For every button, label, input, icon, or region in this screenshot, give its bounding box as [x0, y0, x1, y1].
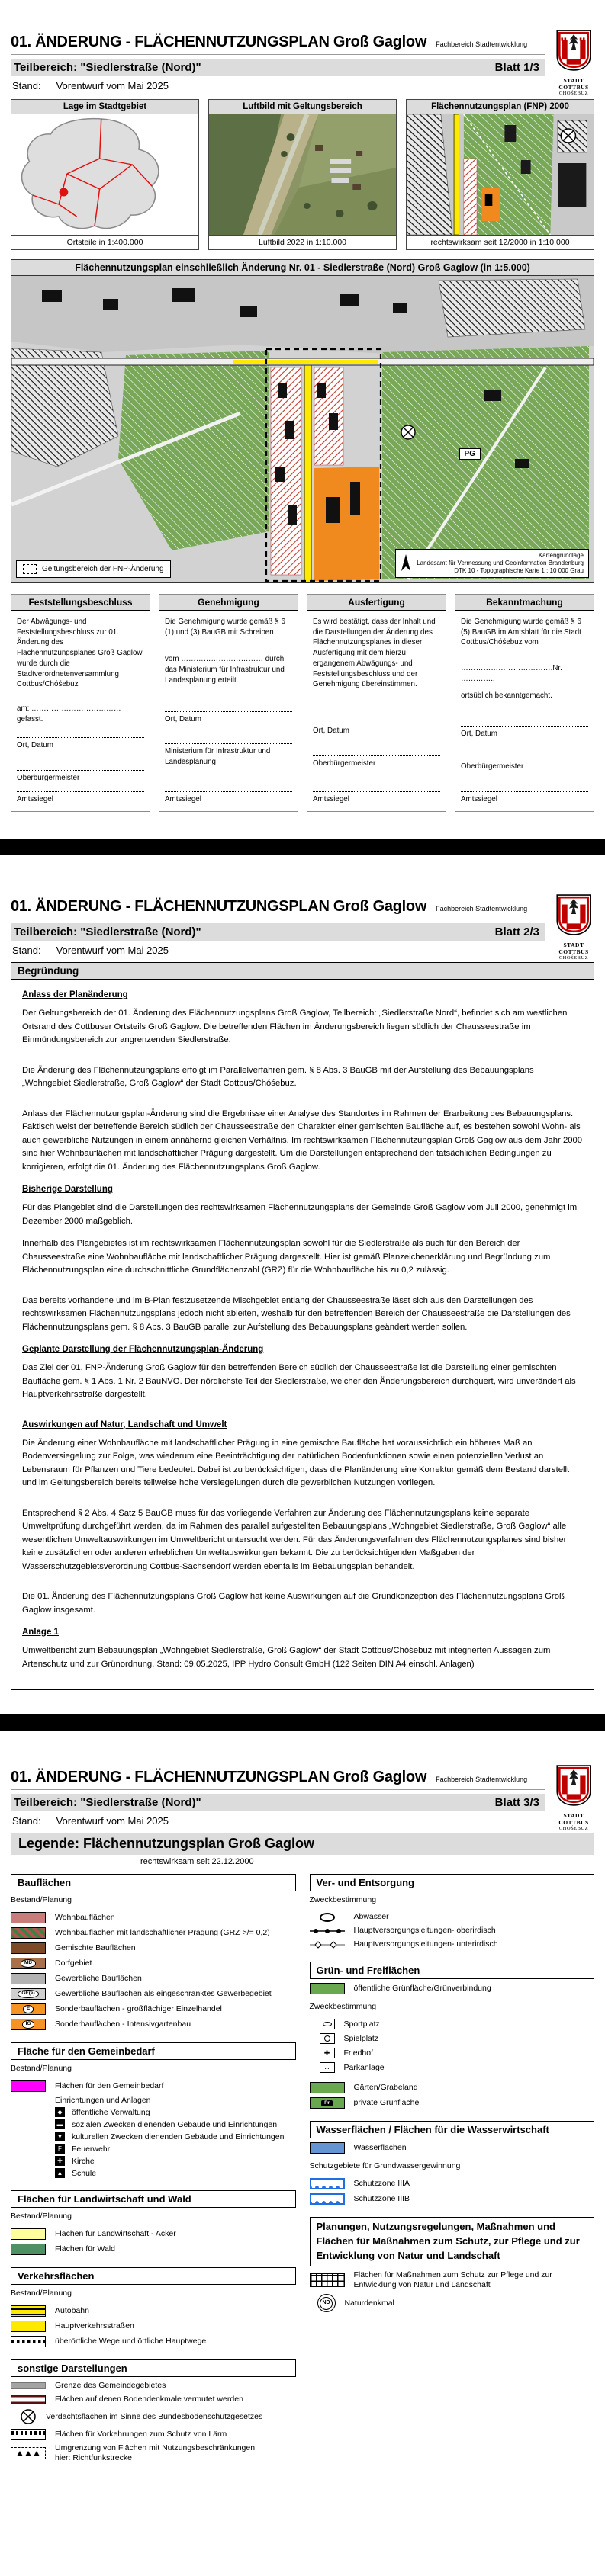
subtitle-bar — [11, 59, 545, 76]
minimap-city-location — [11, 99, 199, 250]
box-text: Die Genehmigung wurde gemäß § 6 (1) und (3) BauGB mit Schreiben — [165, 618, 285, 637]
facility-label: öffentliche Verwaltung — [72, 2107, 150, 2117]
legend-item — [11, 2443, 296, 2463]
map-label-pg: PG — [459, 448, 481, 460]
coat-of-arms-icon — [555, 893, 593, 936]
signature-line — [313, 784, 440, 792]
signature-line — [165, 704, 292, 712]
legend-item — [310, 1983, 595, 1994]
aerial-photo — [209, 114, 396, 235]
schutzgebiete-note: Schutzgebiete für Grundwassergewinnung — [309, 2161, 461, 2171]
legend-label: Schutzzone IIIA — [353, 2179, 410, 2189]
box-text: Die Genehmigung wurde gemäß § 6 (5) BauGB im Amtsblatt für die Stadt Cottbus/Chóśebuz vom — [461, 618, 581, 647]
legend-item — [11, 2019, 296, 2030]
bestand-planung-note: Bestand/Planung — [11, 2064, 72, 2073]
minimap-aerial — [208, 99, 397, 250]
main-plan-map — [11, 259, 594, 583]
legend-item — [310, 2082, 595, 2093]
legend-item — [11, 2336, 296, 2347]
legend-item — [310, 2097, 595, 2109]
signature-line — [165, 736, 292, 744]
signature-box-row — [11, 594, 594, 812]
paragraph: Umweltbericht zum Bebauungsplan „Wohngebiet Siedlerstraße, Groß Gaglow“ der Stadt Cottbus/Chóśebuz mit integrierten Aussagen zum Artenschutz und zur Grünordnung, Stand: 09.05.2025, IPP Hydro Consult GmbH (122 Seiten DIN A4 einschl. Anlagen) — [22, 1646, 551, 1669]
kultur-icon: ▼ — [55, 2132, 65, 2141]
legend-label: Flächen für Landwirtschaft - Acker — [55, 2228, 176, 2238]
legend-item — [310, 2048, 595, 2058]
sig-label: Oberbürgermeister — [461, 762, 524, 771]
box-title: Bekanntmachung — [455, 595, 594, 611]
legend-label: Wasserflächen — [353, 2143, 407, 2153]
stand-row — [11, 1811, 545, 1831]
sig-label: Amtssiegel — [165, 795, 201, 804]
begruendung-band: Begründung — [11, 962, 594, 980]
legend-item — [11, 1958, 296, 1969]
crest-city-name-sorbian: CHOŚEBUZ — [558, 1826, 589, 1831]
signature-line — [461, 752, 588, 759]
legend-label: Sonderbauflächen - großflächiger Einzelhandel — [55, 2003, 222, 2013]
stand-row — [11, 941, 545, 961]
abwasser-icon — [320, 1913, 335, 1922]
legend-title: Legende: Flächennutzungsplan Groß Gaglow — [11, 1833, 594, 1855]
box-body — [11, 611, 150, 811]
paragraph: Anlass der Flächennutzungsplan-Änderung sind die Ergebnisse einer Analyse des Standortes im Rahmen der Erarbeitung des Bebauungsplans. Faktisch weist der betreffende Bereich südlich der Chausseestraße den Charakter einer gemischten Baufläche auf, es bestehen sowohl Wohn- als auch gewerbliche Nutzungen in einem annähernd gleichen Verhältnis. Im rechtswirksamen Flächennutzungsplan Groß Gaglow aus dem Jahr 2000 sind hier Wohnbauflächen mit landschaftlicher Prägung dargestellt. Um die Darstellungen entsprechend den tatsächlichen Bedingungen zu korrigieren, erfolgt die 01. Änderung des Flächennutzungsplans Groß Gaglow. — [22, 1108, 583, 1172]
plan-map-graphic — [11, 276, 594, 582]
legend-item — [11, 2429, 296, 2440]
signature-line — [17, 730, 144, 738]
minimap-caption: rechtswirksam seit 12/2000 in 1:10.000 — [407, 235, 594, 249]
swatch-wasserflaechen — [310, 2142, 345, 2154]
legend-label: Schutzzone IIIB — [353, 2194, 410, 2204]
signature-line — [461, 719, 588, 727]
page3-header — [0, 1731, 605, 1831]
signature-line — [17, 784, 144, 792]
legend-label: Gewerbliche Bauflächen als eingeschränktes Gewerbegebiet — [55, 1988, 272, 1998]
legend-label: Flächen für Maßnahmen zum Schutz zur Pflege und zur Entwicklung von Natur und Landschaft — [353, 2270, 552, 2290]
facility-label: Feuerwehr — [72, 2144, 111, 2154]
legend-label: Flächen für Wald — [55, 2244, 115, 2254]
crest-city-name: STADT COTTBUS — [558, 942, 589, 955]
legend-label: Gewerbliche Bauflächen — [55, 1973, 142, 1983]
city-crest — [550, 1764, 597, 1831]
legend-item — [310, 2178, 595, 2189]
ig-badge: IG — [22, 2020, 35, 2029]
minimap-row — [11, 99, 594, 250]
section-gemeinbedarf: Fläche für den Gemeinbedarf — [11, 2042, 296, 2060]
pr-badge: Pr — [321, 2100, 333, 2107]
section-ver-entsorgung: Ver- und Entsorgung — [310, 1874, 595, 1891]
section-wasserflaechen: Wasserflächen / Flächen für die Wasserwirtschaft — [310, 2121, 595, 2138]
legend-label: überörtliche Wege und örtliche Hauptwege — [55, 2336, 207, 2346]
verwaltung-icon: ◆ — [55, 2107, 65, 2117]
legend-item — [310, 2033, 595, 2044]
box-title: Ausfertigung — [307, 595, 446, 611]
legend-item — [11, 2395, 296, 2404]
document-title: 01. ÄNDERUNG - FLÄCHENNUTZUNGSPLAN Groß Gaglow — [11, 898, 427, 915]
subtitle-bar — [11, 1794, 545, 1811]
page2-header — [0, 855, 605, 961]
legend-item — [310, 2270, 595, 2290]
legend-label: Dorfgebiet — [55, 1958, 92, 1968]
massnahmen-icon — [310, 2273, 345, 2287]
coat-of-arms-icon — [555, 29, 593, 72]
sig-label: Ort, Datum — [165, 714, 201, 723]
box-feststellungsbeschluss — [11, 594, 150, 812]
boundary-dash-icon — [23, 564, 37, 574]
minimap-title: Luftbild mit Geltungsbereich — [209, 100, 396, 114]
map-attribution-chip — [395, 549, 589, 578]
subtitle-bar — [11, 923, 545, 941]
swatch-landwirtschaft-acker — [11, 2228, 46, 2240]
box-fill-line: am: ………………………………gefasst. — [17, 704, 121, 723]
sheet-number: Blatt 3/3 — [494, 1796, 539, 1809]
stand-value: Vorentwurf vom Mai 2025 — [56, 945, 169, 956]
swatch-sonderbau-einzelhandel — [11, 2003, 46, 2015]
sig-label: Ort, Datum — [461, 730, 497, 739]
schutzzone-iiib-icon — [310, 2193, 345, 2205]
paragraph: Innerhalb des Plangebietes ist im rechtswirksamen Flächennutzungsplan sowohl für die Siedlerstraße als auch für den Bereich der Chausseestraße eine Wohnbaufläche mit landschaftlicher Prägung dargestellt. Hier ist gemäß Planzeichenerklärung und Begründung zum Flächennutzungsplan eine durchschnittliche Grundflächenzahl (GRZ) für die Wohnbaufläche bis zu 0,2 zulässig. — [22, 1239, 551, 1275]
page-separator — [0, 839, 605, 855]
coat-of-arms-icon — [555, 1764, 593, 1807]
facility-item — [55, 2144, 296, 2154]
north-arrow-icon — [401, 554, 411, 573]
verdachtsflaeche-icon — [20, 2408, 37, 2425]
page-1 — [0, 0, 605, 839]
legend-label: Spielplatz — [343, 2033, 379, 2043]
legend-label: Hauptverkehrsstraßen — [55, 2321, 134, 2331]
bestand-planung-note: Bestand/Planung — [11, 2289, 72, 2298]
legend-subtitle: rechtswirksam seit 22.12.2000 — [140, 1857, 254, 1866]
naturdenkmal-icon — [317, 2294, 336, 2312]
signature-line — [313, 716, 440, 723]
swatch-autobahn — [11, 2305, 46, 2317]
legend-item — [11, 2080, 296, 2092]
minimap-caption: Luftbild 2022 in 1:10.000 — [209, 235, 396, 249]
paragraph: Entsprechend § 2 Abs. 4 Satz 5 BauGB muss für das vorliegende Verfahren zur Änderung des Flächennutzungsplans keine separate Umweltprüfung durchgeführt werden, da im Rahmen des parallel aufgestellten Bebauungsplans „Wohngebiet Siedlerstraße, Groß Gaglow“ alle wesentlichen Umweltauswirkungen im Umweltbericht untersucht werden. Für das Änderungsverfahren des Flächennutzungsplanes sind bisher keine zusätzlichen oder anderen erheblichen Umweltauswirkungen bekannt. Die zu berücksichtigenden Maßgaben der Wasserschutzgebietsverordnung Cottbus-Sachsendorf werden ebenfalls im Bebauungsplan behandelt. — [22, 1508, 567, 1571]
sheet-number: Blatt 2/3 — [494, 925, 539, 938]
fnp-2000-map — [407, 114, 594, 235]
sportplatz-icon — [320, 2019, 335, 2029]
signature-line — [313, 749, 440, 756]
swatch-gemischte-bauflaechen — [11, 1942, 46, 1954]
paragraph: Die Änderung des Flächennutzungsplans erfolgt im Parallelverfahren gem. § 8 Abs. 3 BauGB mit der Aufstellung des Bebauungsplans „Wohngebiet Siedlerstraße, Groß Gaglow“ der Stadt Cottbus/Chóśebuz. — [22, 1065, 534, 1088]
bestand-planung-note: Bestand/Planung — [11, 2212, 72, 2221]
legend-item — [11, 2228, 296, 2240]
signature-line — [17, 763, 144, 771]
sig-label: Amtssiegel — [17, 795, 53, 804]
stand-label: Stand: — [12, 945, 41, 956]
legend-item — [310, 2019, 595, 2029]
section-gruen-freiflaechen: Grün- und Freiflächen — [310, 1962, 595, 1979]
main-map-body — [11, 276, 594, 582]
legend-item — [310, 2142, 595, 2154]
signature-line — [165, 784, 292, 792]
facility-item — [55, 2156, 296, 2166]
box-fill-line: vom …………………………… durch das Ministerium für Infrastruktur und Landesplanung erteilt. — [165, 655, 285, 685]
minimap-title: Lage im Stadtgebiet — [11, 100, 198, 114]
section-planungen: Planungen, Nutzungsregelungen, Maßnahmen und Flächen für Maßnahmen zum Schutz, zur Pflege und zur Entwicklung von Natur und Landschaft — [310, 2217, 595, 2266]
legend-label: Autobahn — [55, 2305, 89, 2315]
section-heading: Auswirkungen auf Natur, Landschaft und Umwelt — [22, 1420, 227, 1429]
legend-label: Grenze des Gemeindegebietes — [55, 2381, 166, 2390]
city-districts-map — [11, 114, 198, 235]
legend-item — [11, 2321, 296, 2332]
box-body — [159, 611, 298, 811]
box-fill-line: ……………………………….Nr. ………….. — [461, 664, 562, 683]
signature-line — [461, 784, 588, 792]
legend-item — [310, 1912, 595, 1922]
swatch-gaerten-grabeland — [310, 2082, 345, 2093]
legend-label: Friedhof — [343, 2048, 374, 2058]
legend-item — [310, 1939, 595, 1949]
box-bekanntmachung — [455, 594, 594, 812]
legend-item — [11, 1988, 296, 2000]
legend-item — [11, 2408, 296, 2425]
swatch-wege — [11, 2336, 46, 2347]
legend-label: Hauptversorgungsleitungen- oberirdisch — [353, 1926, 496, 1936]
legend-item — [11, 1973, 296, 1984]
leitung-unterirdisch-icon — [310, 1941, 345, 1949]
box-title: Feststellungsbeschluss — [11, 595, 150, 611]
swatch-gruenflaeche — [310, 1983, 345, 1994]
kirche-icon: ✚ — [55, 2156, 65, 2166]
crest-city-name: STADT COTTBUS — [558, 1812, 589, 1826]
legend-label: Flächen für den Gemeinbedarf — [55, 2080, 164, 2090]
legend-label: private Grünfläche — [353, 2098, 420, 2108]
document-title: 01. ÄNDERUNG - FLÄCHENNUTZUNGSPLAN Groß Gaglow — [11, 1769, 427, 1785]
map-legend-chip — [16, 560, 171, 578]
begruendung-text — [11, 980, 594, 1690]
legend-label-line2: hier: Richtfunkstrecke — [55, 2453, 132, 2463]
section-heading: Anlage 1 — [22, 1628, 59, 1637]
legend-label: Flächen für Vorkehrungen zum Schutz von Lärm — [55, 2429, 227, 2439]
department-label: Fachbereich Stadtentwicklung — [436, 40, 528, 48]
legend-right-column — [310, 1872, 595, 2468]
box-text: ortsüblich bekanntgemacht. — [461, 691, 552, 700]
box-text: Der Abwägungs- und Feststellungsbeschluss zur 01. Änderung des Flächennutzungsplanes Groß Gaglow wurde durch die Stadtverordnetenversammlung Cottbus/Chóśebuz — [17, 618, 143, 689]
swatch-private-gruenflaeche — [310, 2097, 345, 2109]
department-label: Fachbereich Stadtentwicklung — [436, 905, 528, 913]
legend-item — [310, 1926, 595, 1936]
legend-label: Sportplatz — [343, 2019, 380, 2029]
box-title: Genehmigung — [159, 595, 298, 611]
legend-label: Sonderbauflächen - Intensivgartenbau — [55, 2019, 191, 2029]
paragraph: Die Änderung einer Wohnbaufläche mit landschaftlicher Prägung in eine gemischte Baufläche hat voraussichtlich ein höheres Maß an Bodenversiegelung zur Folge, was wiederum eine Beeinträchtigung der natürlichen Bodenfunktionen sowie einen potenziellen Verlust an Lebensraum für Pflanzen und Tiere bedeutet. Dabei ist zu berücksichtigen, dass die Planänderung eine Korrektur gemäß dem Bestand darstellt und im Geltungsbereich bereits teilweise hohe Versiegelungen durch die gewerblichen Nutzungen vorliegen. — [22, 1438, 570, 1487]
legend-label: Flächen auf denen Bodendenkmale vermutet werden — [55, 2395, 243, 2404]
section-heading: Bisherige Darstellung — [22, 1185, 113, 1194]
feuerwehr-icon: F — [55, 2144, 65, 2154]
md-badge: MD — [21, 1959, 36, 1968]
schule-icon: ▲ — [55, 2168, 65, 2178]
swatch-gewerbe-eingeschraenkt — [11, 1988, 46, 2000]
city-crest — [550, 893, 597, 961]
legend-label: Gärten/Grabeland — [353, 2083, 418, 2093]
paragraph: Für das Plangebiet sind die Darstellungen des rechtswirksamen Flächennutzungsplans der Gemeinde Groß Gaglow vom Juli 2000, genehmigt im Dezember 2000 maßgeblich. — [22, 1203, 578, 1226]
nd-badge: ND — [320, 2297, 333, 2310]
legend-label-line1: Umgrenzung von Flächen mit Nutzungsbeschränkungen — [55, 2443, 256, 2453]
sig-label: Oberbürgermeister — [17, 774, 80, 783]
minimap-caption: Ortsteile in 1:400.000 — [11, 235, 198, 249]
box-genehmigung — [159, 594, 298, 812]
legend-label — [55, 2443, 296, 2463]
paragraph: Das Ziel der 01. FNP-Änderung Groß Gaglow für den betreffenden Bereich südlich der Chausseestraße ist die Darstellung einer gemischten Baufläche gem. § 1 Abs. 1 Nr. 2 BauNVO. Der nördlichste Teil der Siedlerstraße, welcher den Änderungsbereich durchquert, wird unverändert als Hauptverkehrsstraße dargestellt. — [22, 1363, 576, 1399]
sig-label: Ort, Datum — [17, 741, 53, 750]
legend-label: Verdachtsflächen im Sinne des Bundesbodenschutzgesetzes — [46, 2411, 263, 2421]
page-2 — [0, 855, 605, 1714]
title-row — [11, 34, 545, 55]
legend-item — [11, 2305, 296, 2317]
legend-item — [11, 1927, 296, 1939]
legend-label: Wohnbauflächen — [55, 1912, 115, 1922]
facility-label: sozialen Zwecken dienenden Gebäude und Einrichtungen — [72, 2119, 278, 2129]
stand-label: Stand: — [12, 1815, 41, 1827]
box-ausfertigung — [307, 594, 446, 812]
stand-value: Vorentwurf vom Mai 2025 — [56, 80, 169, 91]
sig-label: Amtssiegel — [313, 795, 349, 804]
page-3 — [0, 1731, 605, 2576]
facility-item — [55, 2107, 296, 2117]
legend-item — [11, 2381, 296, 2391]
crest-city-name: STADT COTTBUS — [558, 77, 589, 91]
swatch-dorfgebiet — [11, 1958, 46, 1969]
leitung-oberirdisch-icon — [310, 1927, 345, 1935]
legend-item — [310, 2294, 595, 2312]
department-label: Fachbereich Stadtentwicklung — [436, 1776, 528, 1783]
swatch-wohnbauflaechen — [11, 1912, 46, 1923]
legend-item — [310, 2193, 595, 2205]
crest-city-name-sorbian: CHOŚEBUZ — [558, 955, 589, 961]
facility-item — [55, 2168, 296, 2178]
bodendenkmal-icon — [11, 2395, 46, 2404]
attribution-line-1: Kartengrundlage — [538, 552, 584, 559]
bestand-planung-note: Bestand/Planung — [11, 1895, 72, 1904]
sig-label: Amtssiegel — [461, 795, 497, 804]
sig-label: Oberbürgermeister — [313, 759, 376, 768]
richtfunk-icon — [11, 2447, 46, 2459]
parkanlage-icon: ∴ — [320, 2062, 335, 2073]
section-bauflaechen: Bauflächen — [11, 1874, 296, 1891]
swatch-gemeinbedarf — [11, 2080, 46, 2092]
swatch-gewerbliche-bauflaechen — [11, 1973, 46, 1984]
attribution-line-3: DTK 10 - Topographische Karte 1 : 10 000 Grau — [454, 567, 584, 574]
sheet-number: Blatt 1/3 — [494, 61, 539, 74]
einrichtungen-label: Einrichtungen und Anlagen — [55, 2096, 151, 2105]
legend-label: Naturdenkmal — [344, 2298, 394, 2308]
sig-label: Ort, Datum — [313, 726, 349, 735]
swatch-sonderbau-intensivgartenbau — [11, 2019, 46, 2030]
box-body — [455, 611, 594, 811]
city-crest — [550, 29, 597, 96]
stand-label: Stand: — [12, 80, 41, 91]
teilbereich-label: Teilbereich: "Siedlerstraße (Nord)" — [14, 925, 201, 938]
title-row — [11, 898, 545, 919]
friedhof-icon: ✚ — [320, 2048, 335, 2058]
page1-header — [0, 0, 605, 96]
gee-badge: GE(e) — [18, 1990, 38, 1998]
schutzzone-iiia-icon — [310, 2178, 345, 2189]
sig-label: Ministerium für Infrastruktur und Landesplanung — [165, 747, 271, 766]
gemeindegrenze-icon — [11, 2382, 46, 2389]
facility-label: Kirche — [72, 2156, 95, 2166]
paragraph: Der Geltungsbereich der 01. Änderung des Flächennutzungsplans Groß Gaglow, Teilbereich: „Siedlerstraße Nord“, befindet sich am westlichen Ortsrand des Cottbuser Ortsteils Groß Gaglow. Die betreffenden Flächen im Änderungsbereich liegen südlich der Chausseestraße im Einmündungsbereich zur angrenzenden Siedlerstraße. — [22, 1009, 568, 1044]
legend-label: Parkanlage — [343, 2062, 385, 2072]
document-title: 01. ÄNDERUNG - FLÄCHENNUTZUNGSPLAN Groß Gaglow — [11, 34, 427, 50]
box-body — [307, 611, 446, 811]
sozial-icon: ▬ — [55, 2119, 65, 2129]
legend-label: Abwasser — [353, 1912, 389, 1921]
swatch-wohnbau-landschaftlich — [11, 1927, 46, 1939]
laermschutz-icon — [11, 2429, 46, 2440]
stand-value: Vorentwurf vom Mai 2025 — [56, 1815, 169, 1827]
legend-item — [310, 2062, 595, 2073]
swatch-hauptverkehrsstrassen — [11, 2321, 46, 2332]
e-badge: E — [23, 2005, 34, 2013]
title-row — [11, 1769, 545, 1790]
minimap-title: Flächennutzungsplan (FNP) 2000 — [407, 100, 594, 114]
section-heading: Anlass der Planänderung — [22, 990, 128, 999]
legend-item — [11, 2244, 296, 2255]
legend-label: öffentliche Grünfläche/Grünverbindung — [353, 1984, 491, 1994]
legend-label: Wohnbauflächen mit landschaftlicher Prägung (GRZ >/= 0,2) — [55, 1927, 270, 1937]
map-legend-chip-label: Geltungsbereich der FNP-Änderung — [42, 565, 164, 573]
teilbereich-label: Teilbereich: "Siedlerstraße (Nord)" — [14, 1796, 201, 1809]
attribution-line-2: Landesamt für Vermessung und Geoinformation Brandenburg — [417, 560, 584, 566]
minimap-fnp-2000 — [406, 99, 594, 250]
zweckbestimmung-note: Zweckbestimmung — [309, 2002, 377, 2012]
legend-label: Gemischte Bauflächen — [55, 1942, 136, 1952]
section-landwirtschaft-wald: Flächen für Landwirtschaft und Wald — [11, 2190, 296, 2208]
paragraph: Das bereits vorhandene und im B-Plan festzusetzende Mischgebiet entlang der Chausseestraße lässt sich aus den Darstellungen des rechtswirksamen Flächennutzungsplans jedoch nicht ableiten, weshalb für den betreffenden Bereich der Chausseestraße die Darstellungen des Flächennutzungsplans gem. § 8 Abs. 3 BauGB parallel zur Aufstellung des Bebauungsplans geändert werden sollen. — [22, 1295, 571, 1332]
facility-item — [55, 2119, 296, 2129]
facility-label: Schule — [72, 2168, 97, 2178]
stand-row — [11, 76, 545, 96]
main-map-title: Flächennutzungsplan einschließlich Änderung Nr. 01 - Siedlerstraße (Nord) Groß Gaglow (in 1:5.000) — [11, 260, 594, 276]
crest-city-name-sorbian: CHOŚEBUZ — [558, 91, 589, 96]
box-text: Es wird bestätigt, dass der Inhalt und die Darstellungen der Änderung des Flächennutzungsplanes in dieser Ausfertigung mit dem hierzu ergangenem Abwägungs- und Feststellungsbeschluss und der Genehmigung übereinstimmen. — [313, 618, 436, 689]
spielplatz-icon — [320, 2033, 335, 2044]
facility-item — [55, 2132, 296, 2141]
legend-label: Hauptversorgungsleitungen- unterirdisch — [353, 1939, 498, 1949]
section-heading: Geplante Darstellung der Flächennutzungsplan-Änderung — [22, 1345, 264, 1354]
legend-item — [11, 1942, 296, 1954]
legend-item — [11, 1912, 296, 1923]
location-dot — [60, 188, 69, 197]
zweckbestimmung-note: Zweckbestimmung — [309, 1895, 377, 1904]
legend-left-column — [11, 1872, 296, 2468]
section-sonstige-darstellungen: sonstige Darstellungen — [11, 2359, 296, 2377]
section-verkehrsflaechen: Verkehrsflächen — [11, 2267, 296, 2285]
teilbereich-label: Teilbereich: "Siedlerstraße (Nord)" — [14, 61, 201, 74]
paragraph: Die 01. Änderung des Flächennutzungsplans Groß Gaglow hat keine Auswirkungen auf die Grundkonzeption des Flächennutzungsplans Groß Gaglow insgesamt. — [22, 1592, 565, 1615]
map-attribution-text — [417, 552, 584, 575]
page-separator — [0, 1714, 605, 1731]
facility-label: kulturellen Zwecken dienenden Gebäude und Einrichtungen — [72, 2132, 285, 2141]
swatch-wald — [11, 2244, 46, 2255]
legend-item — [11, 2003, 296, 2015]
